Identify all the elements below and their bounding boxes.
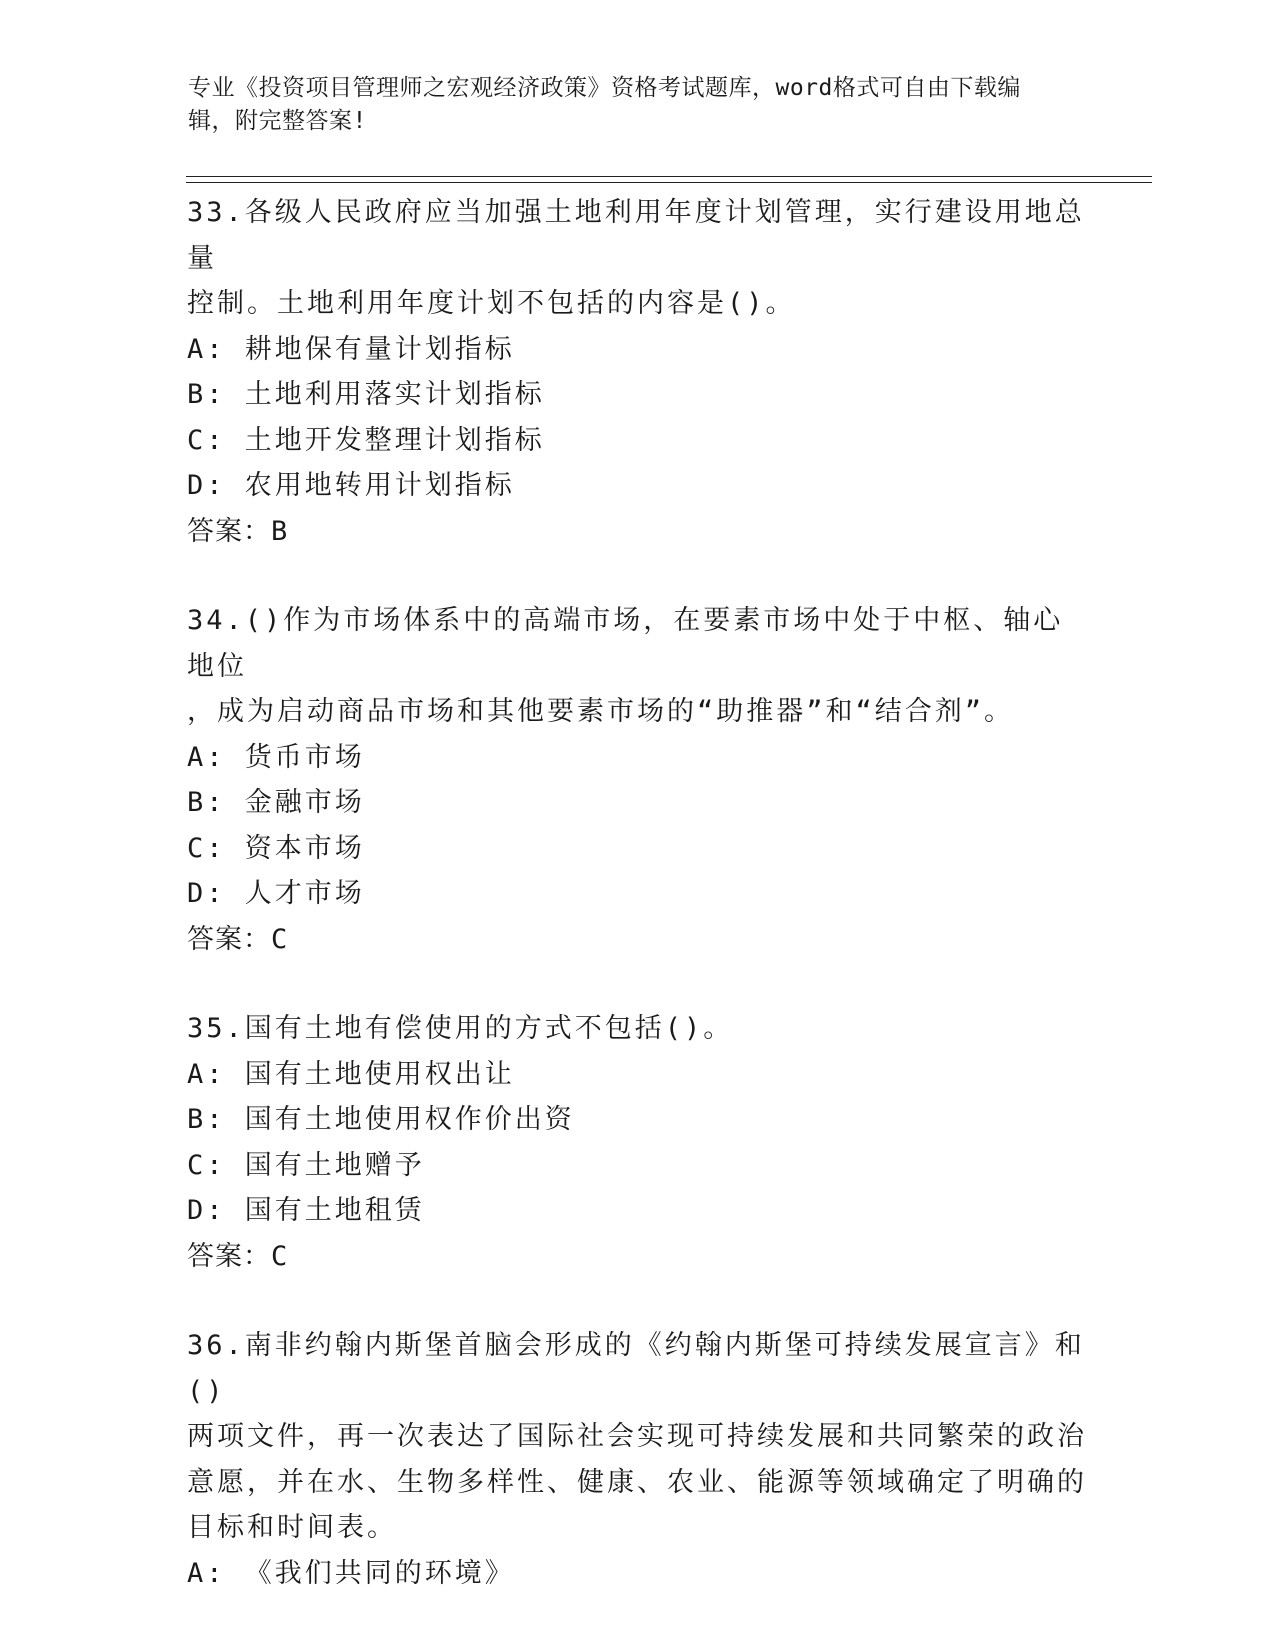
question-text: 两项文件，再一次表达了国际社会实现可持续发展和共同繁荣的政治 xyxy=(187,1421,1087,1452)
question-text: 34.()作为市场体系中的高端市场，在要素市场中处于中枢、轴心地位 xyxy=(187,605,1064,682)
answer-option: D: 国有土地租赁 xyxy=(187,1195,425,1226)
question-text: 35.国有土地有偿使用的方式不包括()。 xyxy=(187,1013,734,1044)
answer-option: D: 农用地转用计划指标 xyxy=(187,470,515,501)
question-text: 控制。土地利用年度计划不包括的内容是()。 xyxy=(187,288,796,319)
answer-option: A: 货币市场 xyxy=(187,741,365,773)
document-header xyxy=(188,72,1068,138)
question-block xyxy=(187,190,1087,554)
question-block xyxy=(187,598,1087,962)
question-block xyxy=(187,1323,1087,1596)
answer-option: A: 耕地保有量计划指标 xyxy=(187,333,515,365)
header-line: 专业《投资项目管理师之宏观经济政策》资格考试题库，word格式可自由下载编 xyxy=(188,75,1021,101)
question-text: ，成为启动商品市场和其他要素市场的“助推器”和“结合剂”。 xyxy=(187,696,1015,727)
answer-option: C: 资本市场 xyxy=(187,832,365,864)
question-text: 33.各级人民政府应当加强土地利用年度计划管理，实行建设用地总量 xyxy=(187,197,1085,274)
answer-option: B: 金融市场 xyxy=(187,787,365,818)
header-line: 辑，附完整答案! xyxy=(188,108,367,134)
question-text: 意愿，并在水、生物多样性、健康、农业、能源等领域确定了明确的 xyxy=(187,1466,1087,1498)
header-divider xyxy=(186,176,1152,177)
answer-option: D: 人才市场 xyxy=(187,878,365,909)
answer-option: C: 国有土地赠予 xyxy=(187,1149,425,1181)
answer-key: 答案：B xyxy=(187,515,289,547)
header-divider xyxy=(186,182,1152,183)
answer-key: 答案：C xyxy=(187,1240,289,1272)
answer-option: B: 土地利用落实计划指标 xyxy=(187,379,545,410)
answer-option: C: 土地开发整理计划指标 xyxy=(187,424,545,456)
question-block xyxy=(187,1006,1087,1279)
question-text: 目标和时间表。 xyxy=(187,1512,397,1543)
answer-key: 答案：C xyxy=(187,923,289,955)
answer-option: A: 《我们共同的环境》 xyxy=(187,1557,515,1589)
answer-option: A: 国有土地使用权出让 xyxy=(187,1058,515,1090)
answer-option: B: 国有土地使用权作价出资 xyxy=(187,1104,575,1135)
question-text: 36.南非约翰内斯堡首脑会形成的《约翰内斯堡可持续发展宣言》和() xyxy=(187,1330,1085,1407)
question-list xyxy=(187,190,1087,1640)
